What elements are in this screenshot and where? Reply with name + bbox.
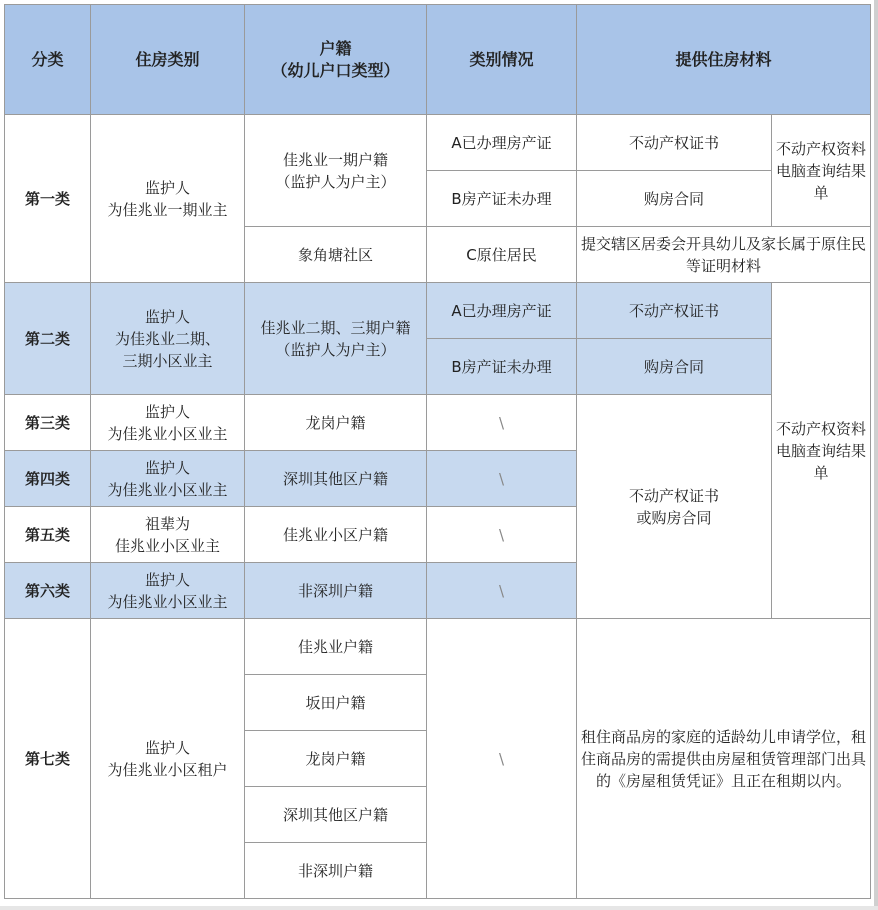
category-7-hukou-item: 非深圳户籍 <box>245 843 427 899</box>
categories-3-6-material-line2: 或购房合同 <box>636 508 712 527</box>
category-5-hukou: 佳兆业小区户籍 <box>245 507 427 563</box>
category-4-name: 第四类 <box>5 451 91 507</box>
category-1-situation-c: C原住居民 <box>427 227 577 283</box>
table-row <box>5 283 871 339</box>
category-4-situation: \ <box>427 451 577 507</box>
header-category: 分类 <box>5 5 91 115</box>
category-1-situation-b: B房产证未办理 <box>427 171 577 227</box>
category-2-situation-b: B房产证未办理 <box>427 339 577 395</box>
category-3-housing-line2: 为佳兆业小区业主 <box>107 424 228 443</box>
category-4-hukou: 深圳其他区户籍 <box>245 451 427 507</box>
category-2-housing-line1: 监护人 <box>144 307 190 326</box>
category-4-housing <box>91 451 245 507</box>
right-edge-strip <box>874 0 878 910</box>
category-6-situation: \ <box>427 563 577 619</box>
category-2-material-b: 购房合同 <box>577 339 772 395</box>
category-5-name: 第五类 <box>5 507 91 563</box>
category-7-situation: \ <box>427 619 577 899</box>
table-row <box>5 619 871 675</box>
category-3-housing-line1: 监护人 <box>144 402 190 421</box>
category-7-hukou-item: 坂田户籍 <box>245 675 427 731</box>
category-2-hukou <box>245 283 427 395</box>
category-2-situation-a: A已办理房产证 <box>427 283 577 339</box>
header-materials: 提供住房材料 <box>577 5 871 115</box>
category-3-housing <box>91 395 245 451</box>
category-7-name: 第七类 <box>5 619 91 899</box>
category-2-housing-line2: 为佳兆业二期、 <box>114 329 220 348</box>
header-situation: 类别情况 <box>427 5 577 115</box>
category-5-situation: \ <box>427 507 577 563</box>
category-7-hukou-item: 龙岗户籍 <box>245 731 427 787</box>
category-1-material-c: 提交辖区居委会开具幼儿及家长属于原住民等证明材料 <box>577 227 871 283</box>
category-1-housing <box>91 115 245 283</box>
category-6-name: 第六类 <box>5 563 91 619</box>
category-6-housing-line2: 为佳兆业小区业主 <box>107 592 228 611</box>
housing-category-table <box>4 4 871 899</box>
category-2-name: 第二类 <box>5 283 91 395</box>
category-5-housing-line2: 佳兆业小区业主 <box>114 536 220 555</box>
category-1-hukou-c: 象角塘社区 <box>245 227 427 283</box>
category-1-name: 第一类 <box>5 115 91 283</box>
category-5-housing-line1: 祖辈为 <box>144 514 190 533</box>
category-1-housing-line2: 为佳兆业一期业主 <box>107 200 228 219</box>
category-1-hukou-a-line2: （监护人为户主） <box>275 172 396 191</box>
header-hukou-line1: 户籍 <box>319 38 352 58</box>
category-1-situation-a: A已办理房产证 <box>427 115 577 171</box>
categories-3-6-material <box>577 395 772 619</box>
header-housing-type: 住房类别 <box>91 5 245 115</box>
category-7-housing-line1: 监护人 <box>144 738 190 757</box>
category-4-housing-line2: 为佳兆业小区业主 <box>107 480 228 499</box>
bottom-edge-strip <box>0 906 878 910</box>
category-1-housing-line1: 监护人 <box>144 178 190 197</box>
category-3-hukou: 龙岗户籍 <box>245 395 427 451</box>
table-row <box>5 115 871 171</box>
category-2-hukou-line2: （监护人为户主） <box>275 340 396 359</box>
category-6-hukou: 非深圳户籍 <box>245 563 427 619</box>
categories-3-6-material-line1: 不动产权证书 <box>628 486 719 505</box>
category-7-housing-line2: 为佳兆业小区租户 <box>107 760 228 779</box>
categories-2-6-extra-material: 不动产权资料电脑查询结果单 <box>772 283 871 619</box>
category-5-housing <box>91 507 245 563</box>
category-2-housing <box>91 283 245 395</box>
category-1-hukou-a <box>245 115 427 227</box>
category-6-housing-line1: 监护人 <box>144 570 190 589</box>
category-3-situation: \ <box>427 395 577 451</box>
category-7-material: 租住商品房的家庭的适龄幼儿申请学位，租住商品房的需提供由房屋租赁管理部门出具的《房屋租赁凭证》且正在租期以内。 <box>577 619 871 899</box>
category-2-material-a: 不动产权证书 <box>577 283 772 339</box>
category-6-housing <box>91 563 245 619</box>
category-1-extra-material: 不动产权资料电脑查询结果单 <box>772 115 871 227</box>
category-2-housing-line3: 三期小区业主 <box>122 351 213 370</box>
category-7-hukou-item: 深圳其他区户籍 <box>245 787 427 843</box>
header-hukou-line2: （幼儿户口类型） <box>271 60 400 80</box>
table-row <box>5 395 871 451</box>
header-hukou <box>245 5 427 115</box>
category-7-housing <box>91 619 245 899</box>
category-1-material-a: 不动产权证书 <box>577 115 772 171</box>
category-2-hukou-line1: 佳兆业二期、三期户籍 <box>260 318 411 337</box>
category-4-housing-line1: 监护人 <box>144 458 190 477</box>
category-1-hukou-a-line1: 佳兆业一期户籍 <box>282 150 388 169</box>
category-3-name: 第三类 <box>5 395 91 451</box>
header-row <box>5 5 871 115</box>
category-1-material-b: 购房合同 <box>577 171 772 227</box>
category-7-hukou-item: 佳兆业户籍 <box>245 619 427 675</box>
